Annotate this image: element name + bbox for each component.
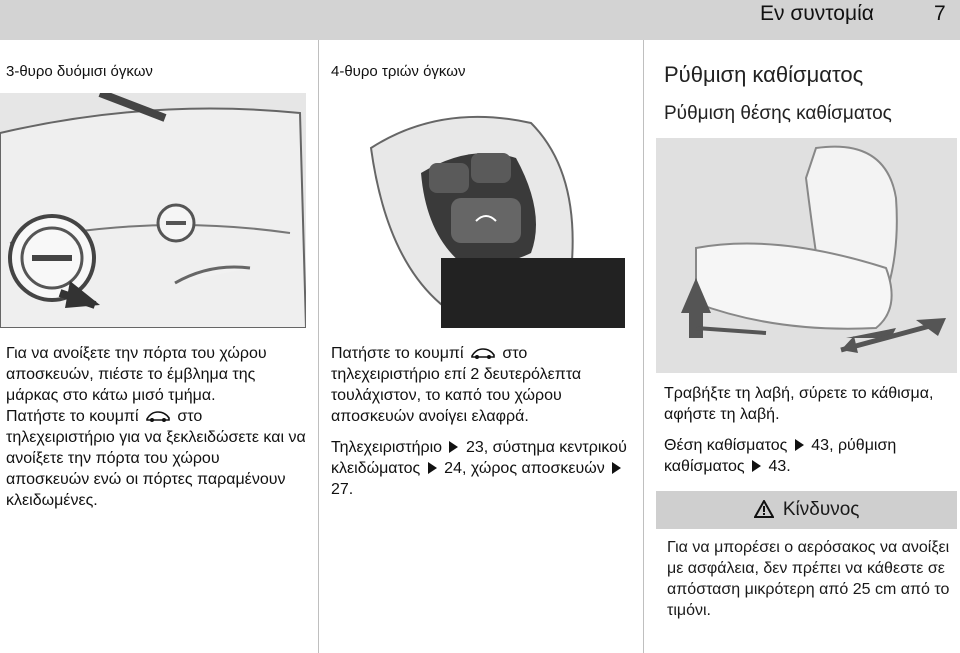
header-title: Εν συντομία	[760, 2, 874, 25]
col1-text-1: Για να ανοίξετε την πόρτα του χώρου αποσκευών, πιέστε το έμβλημα της μάρκας στο κάτω μισό τμήμα.	[6, 345, 267, 404]
warning-triangle-icon	[754, 500, 774, 518]
page-number: 7	[934, 2, 946, 25]
page-ref-arrow-icon	[428, 462, 437, 474]
hatchback-trunk-illustration	[0, 93, 306, 328]
trunk-car-icon	[145, 409, 171, 423]
trunk-car-icon	[470, 346, 496, 360]
figure-caption-hatchback: 3-θυρο δυόμισι όγκων	[6, 63, 153, 80]
remote-key-svg	[331, 93, 625, 328]
page-ref-arrow-icon	[449, 441, 458, 453]
remote-key-illustration	[331, 93, 625, 328]
section-title: Ρύθμιση καθίσματος	[664, 62, 864, 87]
danger-box-header	[656, 491, 957, 529]
page-ref-arrow-icon	[612, 462, 621, 474]
col3-text-1: Τραβήξτε τη λαβή, σύρετε το κάθισμα, αφήστε τη λαβή.	[664, 385, 934, 423]
col2-text-1: Πατήστε το κουμπί στο τηλεχειριστήριο επί 2 δευτερόλεπτα τουλάχιστον, το καπό του χώρου αποσκευών ανοίγει ελαφρά.	[331, 345, 582, 425]
danger-text: Για να μπορέσει ο αερόσακος να ανοίξει με ασφάλεια, δεν πρέπει να κάθεστε σε απόσταση μικρότερη από 25 cm από το τιμόνι.	[667, 539, 950, 619]
col1-text-2: Πατήστε το κουμπί στο τηλεχειριστήριο για να ξεκλειδώσετε και να ανοίξετε την πόρτα του χώρου αποσκευών ενώ οι πόρτες παραμένουν κλειδωμένες.	[6, 408, 306, 509]
col3-body	[664, 383, 959, 487]
col2-body	[331, 343, 631, 510]
column-divider	[643, 40, 644, 653]
page-ref-arrow-icon	[795, 439, 804, 451]
danger-title: Κίνδυνος	[782, 499, 860, 520]
seat-adjustment-illustration	[656, 138, 957, 373]
col3-text-2: Θέση καθίσματος 43, ρύθμιση καθίσματος 43.	[664, 437, 897, 475]
seat-adjustment-svg	[656, 138, 957, 373]
figure-caption-sedan: 4-θυρο τριών όγκων	[331, 63, 466, 80]
hatchback-trunk-svg	[0, 93, 306, 328]
col1-body	[6, 343, 306, 521]
column-divider	[318, 40, 319, 653]
page-ref-arrow-icon	[752, 460, 761, 472]
section-subtitle: Ρύθμιση θέσης καθίσματος	[664, 103, 892, 124]
col2-references: Τηλεχειριστήριο 23, σύστημα κεντρικού κλειδώματος 24, χώρος αποσκευών 27.	[331, 439, 627, 498]
